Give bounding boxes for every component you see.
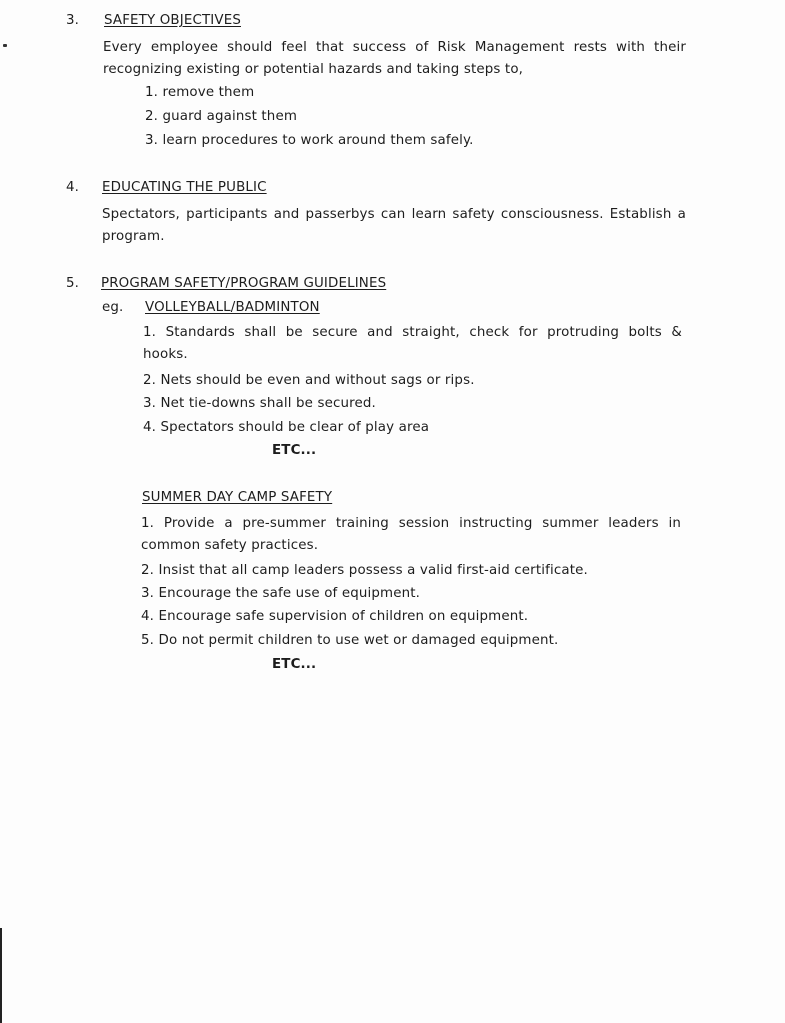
section-3-intro-line1: Every employee should feel that success of Risk Management rests with their [103,40,686,55]
volleyball-item-1-line1: 1. Standards shall be secure and straight, check for protruding bolts & [143,325,682,340]
scan-edge [0,928,2,1023]
section-4-intro-line2: program. [102,229,165,244]
volleyball-etc: ETC... [272,443,317,458]
summer-camp-item: 4. Encourage safe supervision of children on equipment. [141,609,529,624]
section-3-intro-line2: recognizing existing or potential hazards and taking steps to, [103,62,524,77]
section-3-item: 2. guard against them [145,109,298,124]
summer-camp-item-1-line2: common safety practices. [141,538,319,553]
example-prefix: eg. [102,300,124,315]
volleyball-item: 4. Spectators should be clear of play area [143,420,430,435]
volleyball-item: 3. Net tie-downs shall be secured. [143,396,376,411]
scan-mark [3,44,7,47]
section-3-heading: SAFETY OBJECTIVES [104,13,241,28]
section-4-number: 4. [66,180,80,195]
section-4-heading: EDUCATING THE PUBLIC [102,180,267,195]
summer-camp-etc: ETC... [272,657,317,672]
section-4-intro-line1: Spectators, participants and passerbys can learn safety consciousness. Establish a [102,207,686,222]
section-3-number: 3. [66,13,80,28]
volleyball-item-1-line2: hooks. [143,347,188,362]
summer-camp-item-1-line1: 1. Provide a pre-summer training session instructing summer leaders in [141,516,681,531]
summer-camp-item: 3. Encourage the safe use of equipment. [141,586,421,601]
section-3-item: 1. remove them [145,85,255,100]
summer-camp-item: 5. Do not permit children to use wet or damaged equipment. [141,633,559,648]
section-5-heading: PROGRAM SAFETY/PROGRAM GUIDELINES [101,276,387,291]
summer-camp-item: 2. Insist that all camp leaders possess a valid first-aid certificate. [141,563,588,578]
volleyball-heading: VOLLEYBALL/BADMINTON [145,300,320,315]
section-3-item: 3. learn procedures to work around them safely. [145,133,474,148]
summer-camp-heading: SUMMER DAY CAMP SAFETY [142,490,333,505]
volleyball-item: 2. Nets should be even and without sags or rips. [143,373,475,388]
section-5-number: 5. [66,276,80,291]
